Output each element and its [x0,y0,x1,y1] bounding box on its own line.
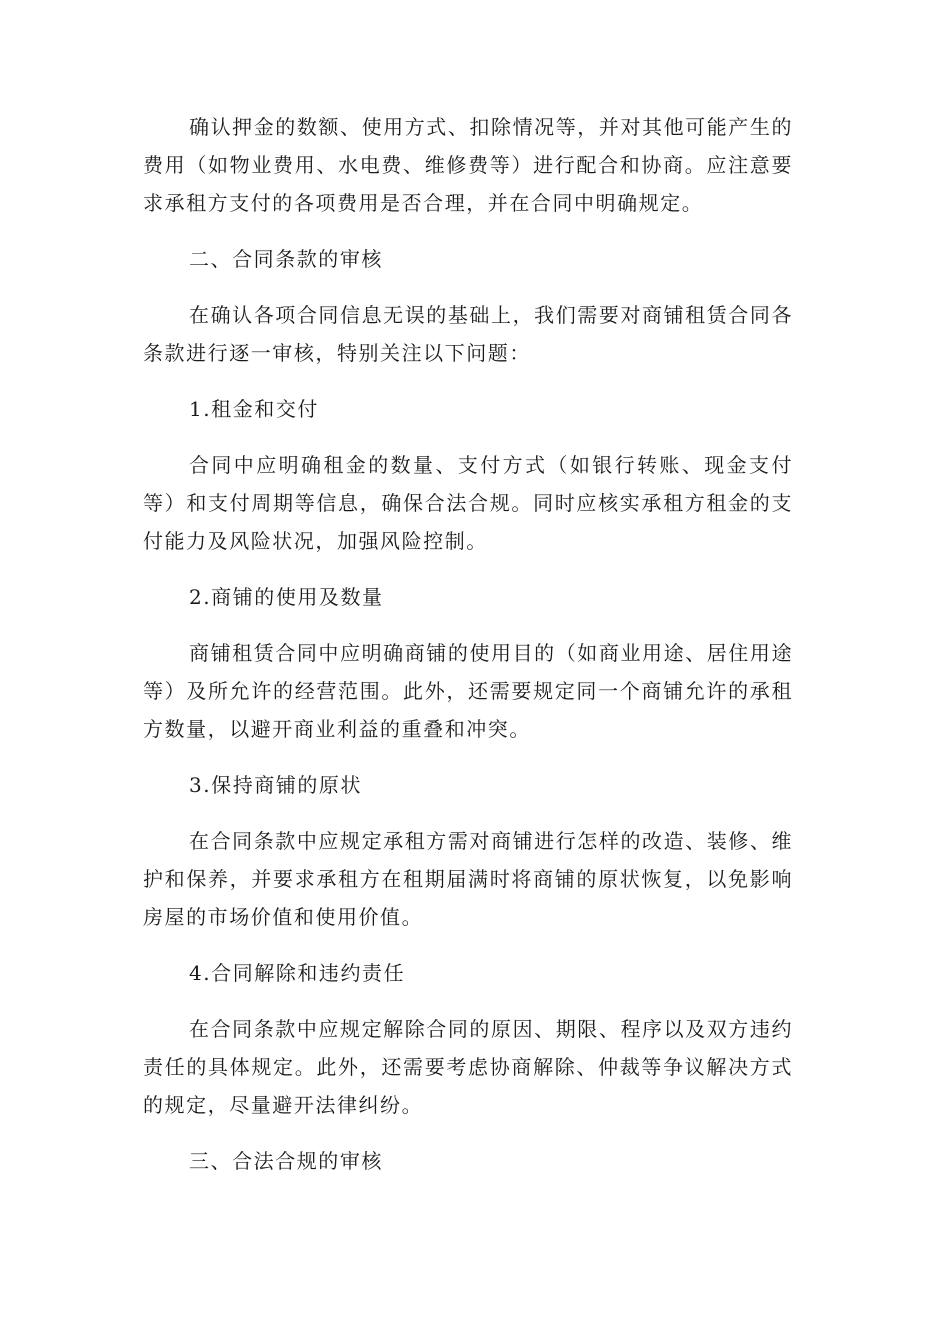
paragraph-rent-payment: 合同中应明确租金的数量、支付方式（如银行转账、现金支付等）和支付周期等信息，确保合法合规。同时应核实承租方租金的支付能力及风险状况，加强风险控制。 [143,453,793,553]
paragraph-original-state: 在合同条款中应规定承租方需对商铺进行怎样的改造、装修、维护和保养，并要求承租方在租期届满时将商铺的原状恢复，以免影响房屋的市场价值和使用价值。 [143,829,793,929]
paragraph-termination-liability: 在合同条款中应规定解除合同的原因、期限、程序以及双方违约责任的具体规定。此外，还需要考虑协商解除、仲裁等争议解决方式的规定，尽量避开法律纠纷。 [143,1017,793,1117]
section-heading-contract-terms: 二、合同条款的审核 [189,247,383,271]
subheading-shop-usage: 2.商铺的使用及数量 [189,585,384,609]
document-body [143,108,793,1198]
subheading-rent-payment: 1.租金和交付 [189,397,319,421]
paragraph-shop-usage: 商铺租赁合同中应明确商铺的使用目的（如商业用途、居住用途等）及所允许的经营范围。此外，还需要规定同一个商铺允许的承租方数量，以避开商业利益的重叠和冲突。 [143,641,793,741]
section-heading-compliance: 三、合法合规的审核 [189,1149,383,1173]
subheading-original-state: 3.保持商铺的原状 [189,773,363,797]
subheading-termination-liability: 4.合同解除和违约责任 [189,961,406,985]
paragraph-terms-intro: 在确认各项合同信息无误的基础上，我们需要对商铺租赁合同各条款进行逐一审核，特别关注以下问题： [143,303,793,365]
paragraph-deposit-fees: 确认押金的数额、使用方式、扣除情况等，并对其他可能产生的费用（如物业费用、水电费、维修费等）进行配合和协商。应注意要求承租方支付的各项费用是否合理，并在合同中明确规定。 [143,115,793,215]
